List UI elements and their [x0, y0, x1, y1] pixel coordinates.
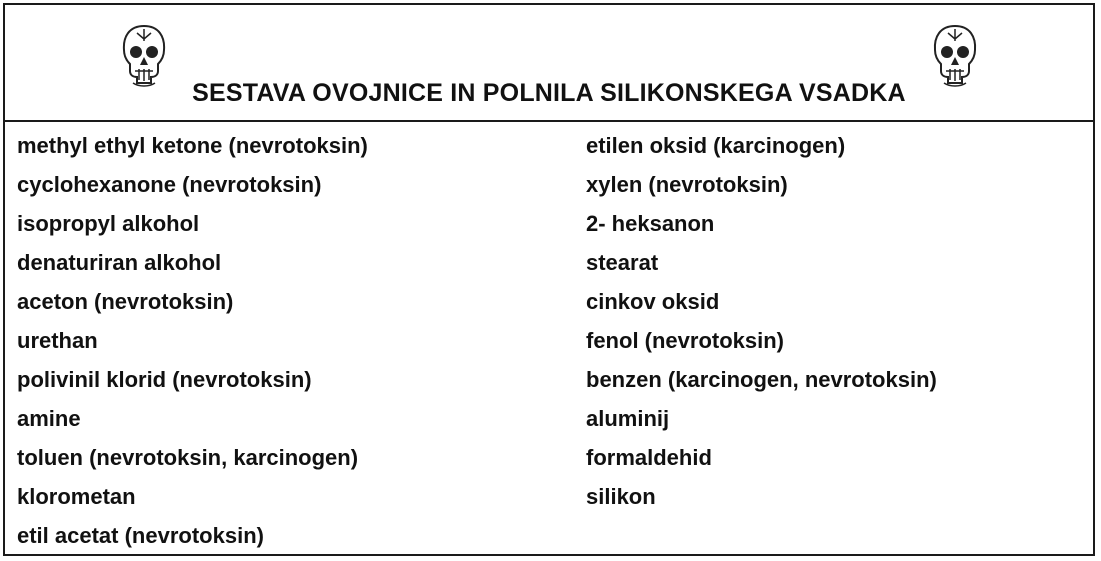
list-item: fenol (nevrotoksin): [586, 328, 785, 353]
list-item: 2- heksanon: [586, 211, 715, 236]
list-item: silikon: [586, 484, 656, 509]
left-column: [17, 132, 368, 561]
list-item: toluen (nevrotoksin, karcinogen): [17, 445, 359, 470]
document-header: [5, 5, 1093, 122]
list-item: aceton (nevrotoksin): [17, 289, 234, 314]
list-item: benzen (karcinogen, nevrotoksin): [586, 367, 937, 392]
document-frame: [3, 3, 1095, 556]
list-item: methyl ethyl ketone (nevrotoksin): [17, 133, 368, 158]
document-title: SESTAVA OVOJNICE IN POLNILA SILIKONSKEGA VSADKA: [192, 79, 906, 107]
list-item: xylen (nevrotoksin): [586, 172, 788, 197]
list-item: stearat: [586, 250, 659, 275]
list-item: cinkov oksid: [586, 289, 720, 314]
list-item: etilen oksid (karcinogen): [586, 133, 846, 158]
right-column: [586, 132, 937, 522]
list-item: polivinil klorid (nevrotoksin): [17, 367, 312, 392]
list-item: urethan: [17, 328, 98, 353]
list-item: cyclohexanone (nevrotoksin): [17, 172, 322, 197]
list-item: formaldehid: [586, 445, 712, 470]
list-item: amine: [17, 406, 81, 431]
list-item: etil acetat (nevrotoksin): [17, 523, 264, 548]
list-item: aluminij: [586, 406, 670, 431]
list-item: klorometan: [17, 484, 136, 509]
list-item: isopropyl alkohol: [17, 211, 200, 236]
list-item: denaturiran alkohol: [17, 250, 222, 275]
